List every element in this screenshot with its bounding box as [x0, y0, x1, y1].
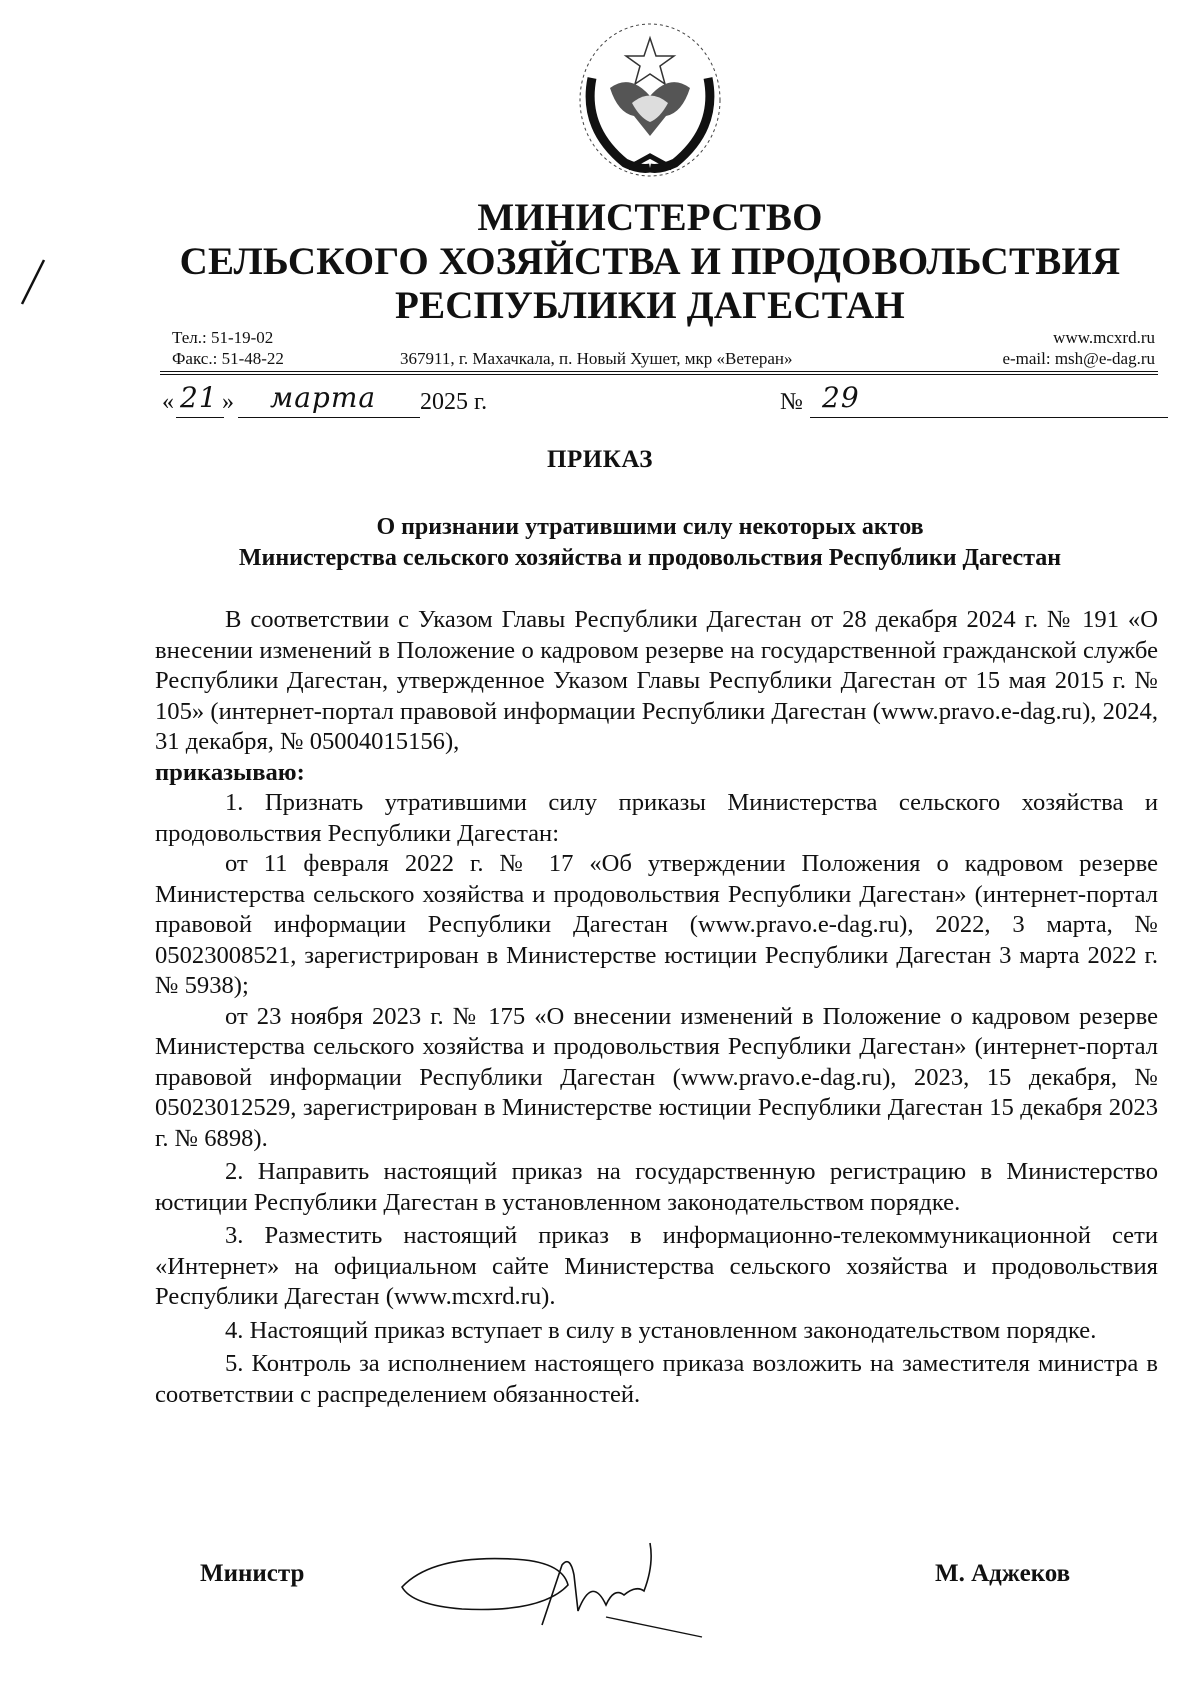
order-item-2: 2. Направить настоящий приказ на государственную регистрацию в Министерство юстиции Республики Дагестан в установленном законодательством порядке.	[155, 1158, 1158, 1216]
document-type-heading: ПРИКАЗ	[547, 446, 653, 473]
signatory-name: М. Аджеков	[935, 1560, 1071, 1587]
date-month-handwritten: марта	[270, 381, 377, 414]
day-underline	[176, 417, 224, 418]
preamble-paragraph: В соответствии с Указом Главы Республики Дагестан от 28 декабря 2024 г. № 191 «О внесении изменений в Положение о кадровом резерве на государственной гражданской службе Республики Дагестан, утвержденное Указом Главы Республики Дагестан от 15 мая 2015 г. № 105» (интернет-портал правовой информации Республики Дагестан (www.pravo.e-dag.ru), 2024, 31 декабря, № 05004015156),	[155, 606, 1158, 755]
order-item-1-act-a: от 11 февраля 2022 г. № 17 «Об утверждении Положения о кадровом резерве Министерства сельского хозяйства и продовольствия Республики Дагестан» (интернет-портал правовой информации Республики Дагестан (www.pravo.e-dag.ru), 2022, 3 марта, № 05023008521, зарегистрирован в Министерстве юстиции Республики Дагестан 3 марта 2022 г. № 5938);	[155, 850, 1158, 999]
number-underline	[810, 417, 1168, 418]
date-open-quote: «	[162, 389, 174, 415]
order-subject	[150, 512, 1150, 574]
subject-line-1: О признании утратившими силу некоторых актов	[376, 514, 924, 540]
email-address: e-mail: msh@e-dag.ru	[1002, 349, 1155, 368]
order-item-4: 4. Настоящий приказ вступает в силу в установленном законодательством порядке.	[225, 1316, 1097, 1344]
signatory-position: Министр	[200, 1560, 305, 1587]
margin-pen-mark	[18, 258, 48, 308]
order-body	[155, 605, 1158, 1410]
date-day-handwritten: 21	[180, 381, 218, 414]
order-item-1-act-b: от 23 ноября 2023 г. № 175 «О внесении изменений в Положение о кадровом резерве Министерства сельского хозяйства и продовольствия Республики Дагестан» (интернет-портал правовой информации Республики Дагестан (www.pravo.e-dag.ru), 2023, 15 декабря, № 05023012529, зарегистрирован в Министерстве юстиции Республики Дагестан 15 декабря 2023 г. № 6898).	[155, 1002, 1158, 1152]
order-item-3: 3. Разместить настоящий приказ в информационно-телекоммуникационной сети «Интернет» на официальном сайте Министерства сельского хозяйства и продовольствия Республики Дагестан (www.mcxrd.ru).	[155, 1222, 1158, 1310]
order-item-5: 5. Контроль за исполнением настоящего приказа возложить на заместителя министра в соответствии с распределением обязанностей.	[155, 1350, 1158, 1408]
date-and-number-line	[158, 383, 1168, 423]
fax-number: Факс.: 51-48-22	[172, 349, 284, 368]
ministry-line-1: МИНИСТЕРСТВО	[477, 196, 823, 239]
website: www.mcxrd.ru	[1053, 328, 1155, 347]
date-year: 2025 г.	[420, 389, 488, 415]
ministry-line-3: РЕСПУБЛИКИ ДАГЕСТАН	[395, 284, 905, 327]
order-item-1: 1. Признать утратившими силу приказы Министерства сельского хозяйства и продовольствия Республики Дагестан:	[155, 789, 1158, 847]
handwritten-signature	[392, 1525, 722, 1645]
date-close-quote: »	[222, 389, 234, 415]
phone-number: Тел.: 51-19-02	[172, 328, 274, 347]
subject-line-2: Министерства сельского хозяйства и продовольствия Республики Дагестан	[238, 545, 1062, 571]
order-number-handwritten: 29	[822, 381, 860, 414]
header-divider-thick	[160, 374, 1158, 375]
order-word: приказываю:	[155, 758, 305, 786]
contact-phones	[172, 327, 284, 369]
postal-address: 367911, г. Махачкала, п. Новый Хушет, мкр «Ветеран»	[400, 349, 793, 368]
month-underline	[238, 417, 420, 418]
coat-of-arms-icon	[570, 18, 730, 183]
ministry-name	[150, 196, 1150, 328]
header-divider-thin	[160, 371, 1158, 372]
number-label: №	[780, 389, 803, 415]
contact-web	[1002, 327, 1155, 369]
ministry-line-2: СЕЛЬСКОГО ХОЗЯЙСТВА И ПРОДОВОЛЬСТВИЯ	[179, 240, 1121, 283]
